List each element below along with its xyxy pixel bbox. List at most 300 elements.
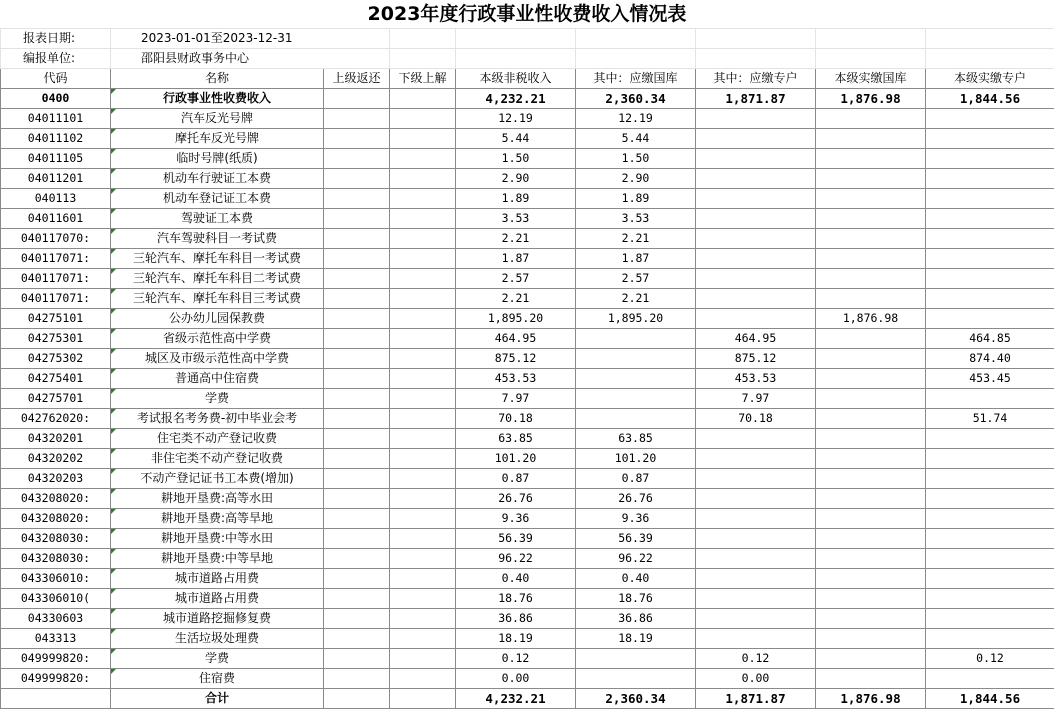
row-upper-return[interactable]	[324, 109, 390, 129]
row-code[interactable]: 040117071:	[1, 289, 111, 309]
row-name[interactable]: 耕地开垦费:中等旱地	[111, 549, 324, 569]
row-special-account-paid[interactable]	[926, 209, 1054, 229]
row-code[interactable]: 043208030:	[1, 529, 111, 549]
date-label[interactable]: 报表日期:	[1, 29, 111, 49]
row-code[interactable]	[1, 689, 111, 709]
row-special-account-due[interactable]	[696, 169, 816, 189]
row-special-account-paid[interactable]	[926, 469, 1054, 489]
row-special-account-due[interactable]	[696, 449, 816, 469]
row-name[interactable]: 耕地开垦费:中等水田	[111, 529, 324, 549]
row-special-account-due[interactable]: 0.00	[696, 669, 816, 689]
row-upper-return[interactable]	[324, 649, 390, 669]
unit-value[interactable]: 邵阳县财政事务中心	[111, 49, 390, 69]
row-nontax-income[interactable]: 70.18	[456, 409, 576, 429]
row-special-account-due[interactable]	[696, 289, 816, 309]
table-row	[1, 129, 1054, 149]
row-special-account-paid[interactable]	[926, 189, 1054, 209]
row-treasury-due[interactable]: 2.21	[576, 229, 696, 249]
row-upper-return[interactable]	[324, 489, 390, 509]
row-treasury-paid[interactable]	[816, 529, 926, 549]
row-upper-return[interactable]	[324, 309, 390, 329]
row-treasury-due[interactable]	[576, 349, 696, 369]
row-lower-remit[interactable]	[390, 309, 456, 329]
row-special-account-paid[interactable]	[926, 569, 1054, 589]
row-special-account-paid[interactable]	[926, 129, 1054, 149]
row-code[interactable]: 04011102	[1, 129, 111, 149]
row-name[interactable]: 省级示范性高中学费	[111, 329, 324, 349]
row-lower-remit[interactable]	[390, 609, 456, 629]
row-special-account-paid[interactable]	[926, 169, 1054, 189]
date-value[interactable]: 2023-01-01至2023-12-31	[111, 29, 390, 49]
row-upper-return[interactable]	[324, 429, 390, 449]
row-upper-return[interactable]	[324, 289, 390, 309]
row-code[interactable]: 042762020:	[1, 409, 111, 429]
row-nontax-income[interactable]: 1.50	[456, 149, 576, 169]
row-treasury-due[interactable]: 26.76	[576, 489, 696, 509]
row-lower-remit[interactable]	[390, 589, 456, 609]
row-name[interactable]: 耕地开垦费:高等水田	[111, 489, 324, 509]
row-name[interactable]: 汽车反光号牌	[111, 109, 324, 129]
row-upper-return[interactable]	[324, 229, 390, 249]
row-special-account-paid[interactable]: 1,844.56	[926, 89, 1054, 109]
row-upper-return[interactable]	[324, 409, 390, 429]
row-special-account-paid[interactable]	[926, 229, 1054, 249]
row-upper-return[interactable]	[324, 509, 390, 529]
row-name[interactable]: 住宅类不动产登记收费	[111, 429, 324, 449]
row-treasury-paid[interactable]	[816, 249, 926, 269]
cell-flag-marker	[111, 629, 116, 634]
row-nontax-income[interactable]: 2.21	[456, 229, 576, 249]
row-special-account-paid[interactable]	[926, 429, 1054, 449]
row-name[interactable]: 耕地开垦费:高等旱地	[111, 509, 324, 529]
row-special-account-due[interactable]	[696, 609, 816, 629]
row-treasury-paid[interactable]	[816, 569, 926, 589]
row-treasury-paid[interactable]	[816, 669, 926, 689]
row-special-account-due[interactable]: 1,871.87	[696, 689, 816, 709]
row-lower-remit[interactable]	[390, 149, 456, 169]
row-lower-remit[interactable]	[390, 169, 456, 189]
row-nontax-income[interactable]: 453.53	[456, 369, 576, 389]
col-header-upper-return[interactable]: 上级返还	[324, 69, 390, 89]
row-treasury-due[interactable]: 18.19	[576, 629, 696, 649]
row-special-account-due[interactable]	[696, 569, 816, 589]
row-lower-remit[interactable]	[390, 429, 456, 449]
row-name[interactable]: 摩托车反光号牌	[111, 129, 324, 149]
row-nontax-income[interactable]: 875.12	[456, 349, 576, 369]
col-header-treasury-due[interactable]: 其中：应缴国库	[576, 69, 696, 89]
row-treasury-paid[interactable]	[816, 149, 926, 169]
row-name[interactable]: 学费	[111, 389, 324, 409]
row-lower-remit[interactable]	[390, 449, 456, 469]
col-header-lower-remit[interactable]: 下级上解	[390, 69, 456, 89]
row-name[interactable]: 普通高中住宿费	[111, 369, 324, 389]
row-treasury-paid[interactable]	[816, 329, 926, 349]
row-special-account-paid[interactable]: 874.40	[926, 349, 1054, 369]
row-lower-remit[interactable]	[390, 269, 456, 289]
row-code[interactable]: 04330603	[1, 609, 111, 629]
cell-flag-marker	[111, 549, 116, 554]
row-treasury-due[interactable]	[576, 669, 696, 689]
row-nontax-income[interactable]: 101.20	[456, 449, 576, 469]
row-treasury-paid[interactable]	[816, 209, 926, 229]
row-name[interactable]: 三轮汽车、摩托车科目三考试费	[111, 289, 324, 309]
row-name[interactable]: 城市道路挖掘修复费	[111, 609, 324, 629]
row-treasury-due[interactable]: 9.36	[576, 509, 696, 529]
row-code[interactable]: 043208020:	[1, 509, 111, 529]
row-special-account-paid[interactable]	[926, 589, 1054, 609]
row-lower-remit[interactable]	[390, 109, 456, 129]
row-nontax-income[interactable]: 2.57	[456, 269, 576, 289]
cell-flag-marker	[111, 349, 116, 354]
row-special-account-paid[interactable]	[926, 389, 1054, 409]
unit-label[interactable]: 编报单位:	[1, 49, 111, 69]
row-upper-return[interactable]	[324, 629, 390, 649]
row-name[interactable]: 行政事业性收费收入	[111, 89, 324, 109]
row-special-account-due[interactable]	[696, 489, 816, 509]
row-name[interactable]: 三轮汽车、摩托车科目一考试费	[111, 249, 324, 269]
row-nontax-income[interactable]: 18.76	[456, 589, 576, 609]
row-upper-return[interactable]	[324, 189, 390, 209]
row-upper-return[interactable]	[324, 129, 390, 149]
row-upper-return[interactable]	[324, 149, 390, 169]
cell-flag-marker	[111, 149, 116, 154]
row-treasury-paid[interactable]: 1,876.98	[816, 309, 926, 329]
row-treasury-paid[interactable]	[816, 429, 926, 449]
row-special-account-due[interactable]	[696, 149, 816, 169]
row-treasury-due[interactable]: 18.76	[576, 589, 696, 609]
row-special-account-due[interactable]: 70.18	[696, 409, 816, 429]
row-treasury-due[interactable]: 2.90	[576, 169, 696, 189]
row-name[interactable]: 生活垃圾处理费	[111, 629, 324, 649]
row-special-account-paid[interactable]	[926, 669, 1054, 689]
row-treasury-paid[interactable]	[816, 169, 926, 189]
row-name[interactable]: 机动车登记证工本费	[111, 189, 324, 209]
row-special-account-paid[interactable]: 51.74	[926, 409, 1054, 429]
row-nontax-income[interactable]: 2.90	[456, 169, 576, 189]
row-special-account-paid[interactable]	[926, 529, 1054, 549]
row-name[interactable]: 合计	[111, 689, 324, 709]
row-treasury-due[interactable]: 2,360.34	[576, 89, 696, 109]
row-upper-return[interactable]	[324, 349, 390, 369]
row-special-account-due[interactable]	[696, 209, 816, 229]
row-lower-remit[interactable]	[390, 349, 456, 369]
row-code[interactable]: 04320203	[1, 469, 111, 489]
row-lower-remit[interactable]	[390, 549, 456, 569]
row-nontax-income[interactable]: 9.36	[456, 509, 576, 529]
row-upper-return[interactable]	[324, 569, 390, 589]
row-nontax-income[interactable]: 18.19	[456, 629, 576, 649]
row-nontax-income[interactable]: 7.97	[456, 389, 576, 409]
row-treasury-paid[interactable]	[816, 389, 926, 409]
row-special-account-paid[interactable]	[926, 309, 1054, 329]
row-treasury-paid[interactable]	[816, 369, 926, 389]
row-upper-return[interactable]	[324, 609, 390, 629]
row-special-account-paid[interactable]: 1,844.56	[926, 689, 1054, 709]
row-special-account-paid[interactable]	[926, 269, 1054, 289]
row-lower-remit[interactable]	[390, 649, 456, 669]
row-special-account-due[interactable]	[696, 269, 816, 289]
row-treasury-paid[interactable]	[816, 469, 926, 489]
row-treasury-due[interactable]: 1.50	[576, 149, 696, 169]
row-lower-remit[interactable]	[390, 249, 456, 269]
row-upper-return[interactable]	[324, 449, 390, 469]
row-special-account-due[interactable]	[696, 429, 816, 449]
row-special-account-paid[interactable]: 453.45	[926, 369, 1054, 389]
row-treasury-paid[interactable]	[816, 449, 926, 469]
col-header-special-account-paid[interactable]: 本级实缴专户	[926, 69, 1054, 89]
row-treasury-due[interactable]	[576, 369, 696, 389]
row-code[interactable]: 040117070:	[1, 229, 111, 249]
row-nontax-income[interactable]: 96.22	[456, 549, 576, 569]
row-treasury-due[interactable]: 0.40	[576, 569, 696, 589]
table-row	[1, 309, 1054, 329]
row-code[interactable]: 043208030:	[1, 549, 111, 569]
row-upper-return[interactable]	[324, 249, 390, 269]
row-special-account-due[interactable]: 0.12	[696, 649, 816, 669]
cell-flag-marker	[111, 209, 116, 214]
row-nontax-income[interactable]: 0.40	[456, 569, 576, 589]
col-header-code[interactable]: 代码	[1, 69, 111, 89]
row-code[interactable]: 04275701	[1, 389, 111, 409]
row-special-account-due[interactable]	[696, 229, 816, 249]
row-name[interactable]: 驾驶证工本费	[111, 209, 324, 229]
row-special-account-due[interactable]	[696, 469, 816, 489]
row-nontax-income[interactable]: 2.21	[456, 289, 576, 309]
row-special-account-due[interactable]	[696, 189, 816, 209]
row-special-account-due[interactable]	[696, 629, 816, 649]
row-lower-remit[interactable]	[390, 89, 456, 109]
row-special-account-due[interactable]	[696, 589, 816, 609]
row-upper-return[interactable]	[324, 89, 390, 109]
row-treasury-due[interactable]: 63.85	[576, 429, 696, 449]
row-treasury-due[interactable]: 1,895.20	[576, 309, 696, 329]
row-code[interactable]: 04011105	[1, 149, 111, 169]
row-nontax-income[interactable]: 0.87	[456, 469, 576, 489]
row-nontax-income[interactable]: 0.12	[456, 649, 576, 669]
row-code[interactable]: 04320202	[1, 449, 111, 469]
row-special-account-due[interactable]: 875.12	[696, 349, 816, 369]
row-treasury-paid[interactable]	[816, 609, 926, 629]
row-lower-remit[interactable]	[390, 669, 456, 689]
row-treasury-due[interactable]: 2.21	[576, 289, 696, 309]
row-lower-remit[interactable]	[390, 509, 456, 529]
row-nontax-income[interactable]: 1,895.20	[456, 309, 576, 329]
row-nontax-income[interactable]: 1.89	[456, 189, 576, 209]
row-treasury-due[interactable]: 5.44	[576, 129, 696, 149]
row-code[interactable]: 040117071:	[1, 249, 111, 269]
row-treasury-due[interactable]: 101.20	[576, 449, 696, 469]
row-code[interactable]: 04275101	[1, 309, 111, 329]
row-code[interactable]: 043313	[1, 629, 111, 649]
row-special-account-paid[interactable]	[926, 509, 1054, 529]
row-lower-remit[interactable]	[390, 389, 456, 409]
row-code[interactable]: 04275302	[1, 349, 111, 369]
row-upper-return[interactable]	[324, 389, 390, 409]
row-name[interactable]: 汽车驾驶科目一考试费	[111, 229, 324, 249]
row-lower-remit[interactable]	[390, 529, 456, 549]
row-treasury-paid[interactable]: 1,876.98	[816, 89, 926, 109]
row-special-account-due[interactable]	[696, 309, 816, 329]
row-upper-return[interactable]	[324, 669, 390, 689]
row-upper-return[interactable]	[324, 269, 390, 289]
row-lower-remit[interactable]	[390, 489, 456, 509]
col-header-name[interactable]: 名称	[111, 69, 324, 89]
row-treasury-paid[interactable]	[816, 109, 926, 129]
row-treasury-paid[interactable]	[816, 409, 926, 429]
row-lower-remit[interactable]	[390, 409, 456, 429]
row-treasury-paid[interactable]	[816, 629, 926, 649]
row-special-account-paid[interactable]	[926, 489, 1054, 509]
row-code[interactable]: 04011201	[1, 169, 111, 189]
row-name[interactable]: 临时号牌(纸质)	[111, 149, 324, 169]
row-code[interactable]: 040117071:	[1, 269, 111, 289]
row-special-account-due[interactable]: 453.53	[696, 369, 816, 389]
row-name[interactable]: 不动产登记证书工本费(增加)	[111, 469, 324, 489]
row-code[interactable]: 043208020:	[1, 489, 111, 509]
row-treasury-due[interactable]: 0.87	[576, 469, 696, 489]
row-name[interactable]: 城市道路占用费	[111, 589, 324, 609]
row-code[interactable]: 043306010(	[1, 589, 111, 609]
row-special-account-due[interactable]	[696, 109, 816, 129]
row-upper-return[interactable]	[324, 529, 390, 549]
row-lower-remit[interactable]	[390, 689, 456, 709]
row-treasury-due[interactable]	[576, 329, 696, 349]
row-special-account-paid[interactable]	[926, 549, 1054, 569]
row-treasury-paid[interactable]	[816, 589, 926, 609]
row-nontax-income[interactable]: 5.44	[456, 129, 576, 149]
row-code[interactable]: 049999820:	[1, 669, 111, 689]
row-treasury-paid[interactable]	[816, 229, 926, 249]
row-lower-remit[interactable]	[390, 369, 456, 389]
row-upper-return[interactable]	[324, 469, 390, 489]
row-upper-return[interactable]	[324, 329, 390, 349]
row-special-account-due[interactable]	[696, 549, 816, 569]
row-name[interactable]: 住宿费	[111, 669, 324, 689]
row-lower-remit[interactable]	[390, 229, 456, 249]
row-nontax-income[interactable]: 12.19	[456, 109, 576, 129]
row-code[interactable]: 0400	[1, 89, 111, 109]
row-code[interactable]: 04011601	[1, 209, 111, 229]
row-name[interactable]: 非住宅类不动产登记收费	[111, 449, 324, 469]
row-treasury-paid[interactable]	[816, 189, 926, 209]
row-treasury-paid[interactable]	[816, 509, 926, 529]
row-upper-return[interactable]	[324, 689, 390, 709]
row-treasury-due[interactable]: 3.53	[576, 209, 696, 229]
row-code[interactable]: 049999820:	[1, 649, 111, 669]
row-nontax-income[interactable]: 1.87	[456, 249, 576, 269]
col-header-special-account-due[interactable]: 其中：应缴专户	[696, 69, 816, 89]
row-nontax-income[interactable]: 3.53	[456, 209, 576, 229]
row-lower-remit[interactable]	[390, 189, 456, 209]
row-nontax-income[interactable]: 464.95	[456, 329, 576, 349]
row-lower-remit[interactable]	[390, 469, 456, 489]
row-special-account-paid[interactable]: 0.12	[926, 649, 1054, 669]
row-name[interactable]: 城市道路占用费	[111, 569, 324, 589]
row-lower-remit[interactable]	[390, 569, 456, 589]
row-treasury-due[interactable]: 1.87	[576, 249, 696, 269]
row-special-account-paid[interactable]	[926, 449, 1054, 469]
row-name[interactable]: 考试报名考务费-初中毕业会考	[111, 409, 324, 429]
row-special-account-due[interactable]: 7.97	[696, 389, 816, 409]
row-special-account-paid[interactable]: 464.85	[926, 329, 1054, 349]
row-treasury-due[interactable]: 2.57	[576, 269, 696, 289]
row-special-account-due[interactable]	[696, 529, 816, 549]
row-upper-return[interactable]	[324, 589, 390, 609]
row-treasury-due[interactable]	[576, 409, 696, 429]
row-special-account-paid[interactable]	[926, 629, 1054, 649]
row-code[interactable]: 040113	[1, 189, 111, 209]
row-code[interactable]: 04275401	[1, 369, 111, 389]
row-special-account-due[interactable]: 1,871.87	[696, 89, 816, 109]
col-header-nontax-income[interactable]: 本级非税收入	[456, 69, 576, 89]
row-nontax-income[interactable]: 63.85	[456, 429, 576, 449]
row-name[interactable]: 机动车行驶证工本费	[111, 169, 324, 189]
row-special-account-paid[interactable]	[926, 149, 1054, 169]
row-code[interactable]: 04320201	[1, 429, 111, 449]
row-lower-remit[interactable]	[390, 209, 456, 229]
row-upper-return[interactable]	[324, 169, 390, 189]
row-special-account-paid[interactable]	[926, 289, 1054, 309]
row-nontax-income[interactable]: 4,232.21	[456, 689, 576, 709]
row-nontax-income[interactable]: 4,232.21	[456, 89, 576, 109]
row-treasury-paid[interactable]	[816, 649, 926, 669]
row-name[interactable]: 公办幼儿园保教费	[111, 309, 324, 329]
row-upper-return[interactable]	[324, 549, 390, 569]
row-lower-remit[interactable]	[390, 329, 456, 349]
row-nontax-income[interactable]: 26.76	[456, 489, 576, 509]
row-code[interactable]: 043306010:	[1, 569, 111, 589]
row-name[interactable]: 城区及市级示范性高中学费	[111, 349, 324, 369]
row-special-account-paid[interactable]	[926, 609, 1054, 629]
row-treasury-due[interactable]: 2,360.34	[576, 689, 696, 709]
row-name[interactable]: 学费	[111, 649, 324, 669]
row-treasury-paid[interactable]	[816, 129, 926, 149]
meta-row-date	[1, 29, 1054, 49]
row-lower-remit[interactable]	[390, 129, 456, 149]
row-name[interactable]: 三轮汽车、摩托车科目二考试费	[111, 269, 324, 289]
row-special-account-due[interactable]	[696, 509, 816, 529]
row-nontax-income[interactable]: 36.86	[456, 609, 576, 629]
row-special-account-paid[interactable]	[926, 109, 1054, 129]
row-treasury-due[interactable]: 56.39	[576, 529, 696, 549]
row-lower-remit[interactable]	[390, 289, 456, 309]
row-treasury-due[interactable]: 36.86	[576, 609, 696, 629]
row-special-account-paid[interactable]	[926, 249, 1054, 269]
row-treasury-paid[interactable]	[816, 549, 926, 569]
row-treasury-paid[interactable]: 1,876.98	[816, 689, 926, 709]
row-nontax-income[interactable]: 0.00	[456, 669, 576, 689]
row-treasury-due[interactable]: 96.22	[576, 549, 696, 569]
col-header-treasury-paid[interactable]: 本级实缴国库	[816, 69, 926, 89]
row-special-account-due[interactable]	[696, 129, 816, 149]
row-upper-return[interactable]	[324, 369, 390, 389]
row-special-account-due[interactable]: 464.95	[696, 329, 816, 349]
row-treasury-paid[interactable]	[816, 269, 926, 289]
row-nontax-income[interactable]: 56.39	[456, 529, 576, 549]
row-treasury-paid[interactable]	[816, 349, 926, 369]
row-treasury-paid[interactable]	[816, 489, 926, 509]
row-treasury-due[interactable]: 12.19	[576, 109, 696, 129]
row-treasury-due[interactable]	[576, 649, 696, 669]
row-treasury-due[interactable]	[576, 389, 696, 409]
row-treasury-due[interactable]: 1.89	[576, 189, 696, 209]
row-code[interactable]: 04011101	[1, 109, 111, 129]
row-special-account-due[interactable]	[696, 249, 816, 269]
row-upper-return[interactable]	[324, 209, 390, 229]
row-lower-remit[interactable]	[390, 629, 456, 649]
row-code[interactable]: 04275301	[1, 329, 111, 349]
row-treasury-paid[interactable]	[816, 289, 926, 309]
